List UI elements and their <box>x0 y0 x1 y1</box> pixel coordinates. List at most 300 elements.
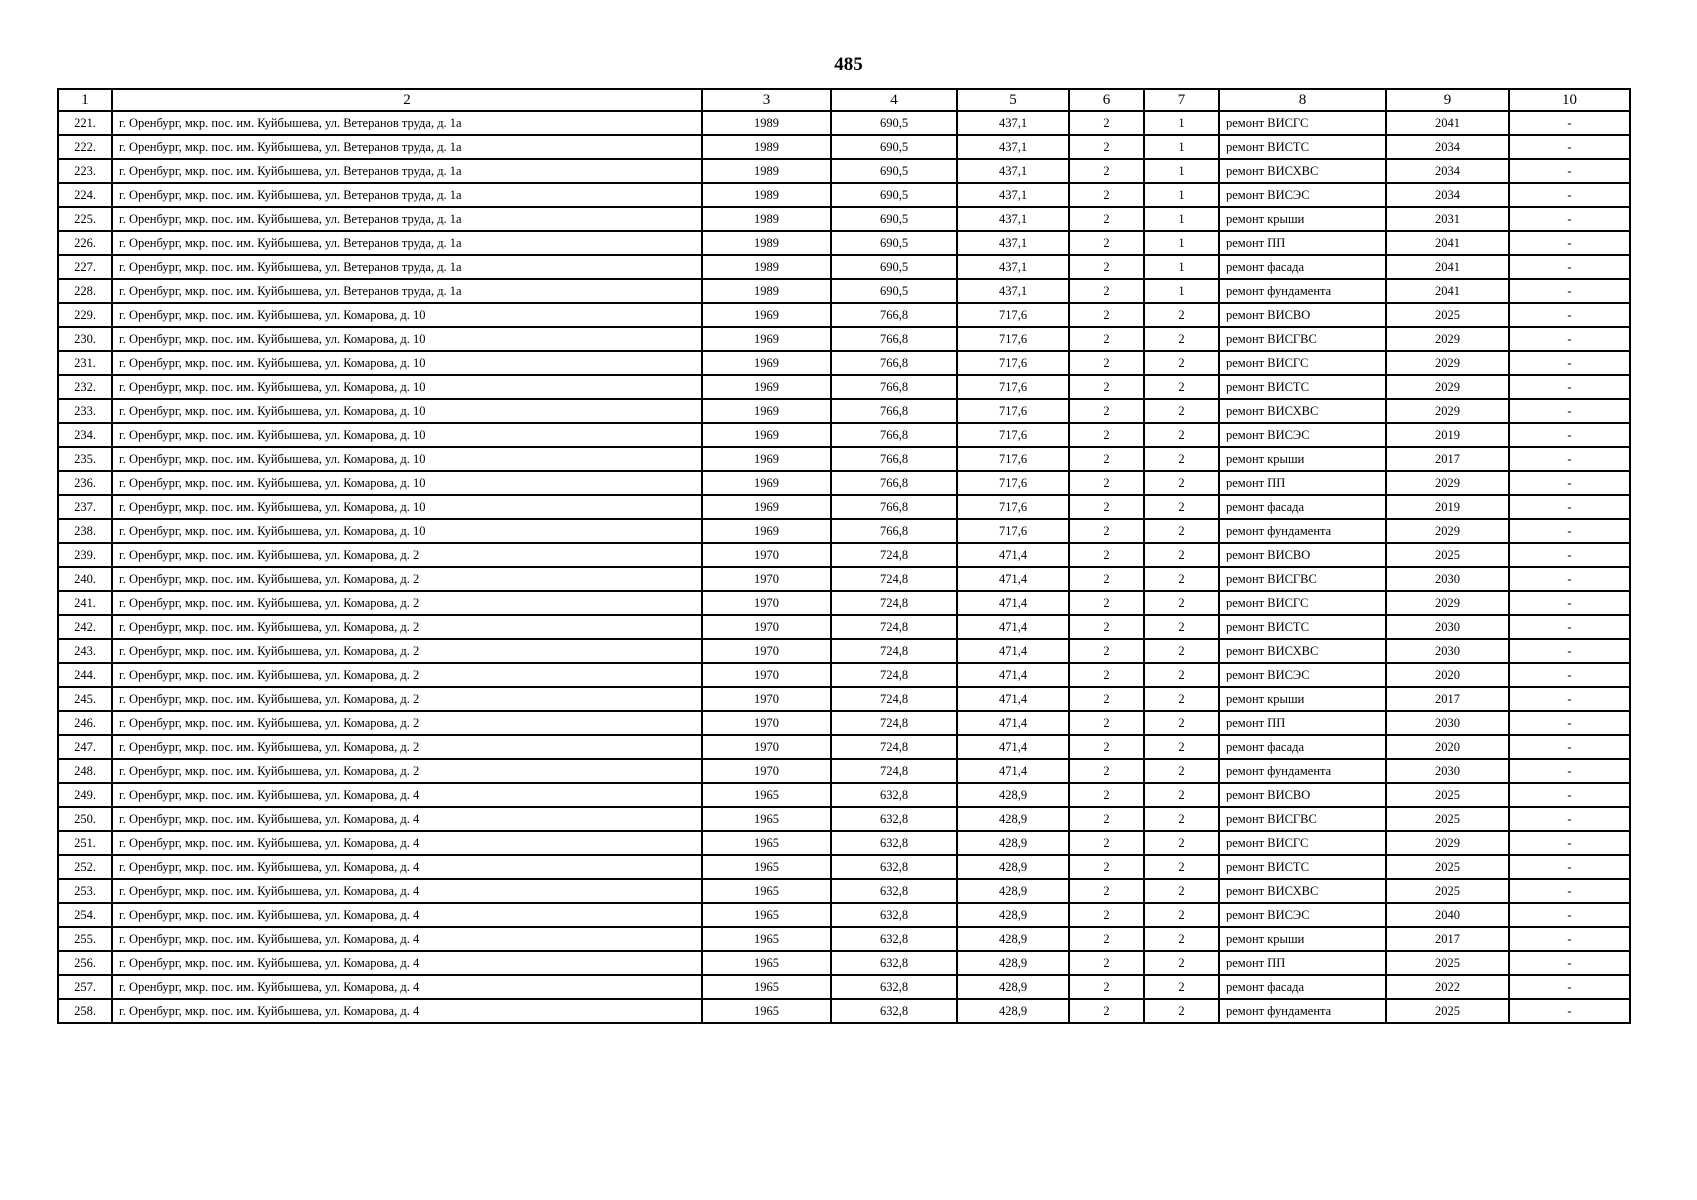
note-cell: - <box>1509 927 1630 951</box>
total-area-cell: 724,8 <box>831 711 957 735</box>
planned-year-cell: 2030 <box>1386 639 1509 663</box>
work-type-cell: ремонт ПП <box>1219 951 1386 975</box>
work-type-cell: ремонт ВИСХВС <box>1219 399 1386 423</box>
floors-cell: 2 <box>1069 135 1144 159</box>
entrances-cell: 2 <box>1144 543 1219 567</box>
column-number: 6 <box>1069 89 1144 111</box>
address-cell: г. Оренбург, мкр. пос. им. Куйбышева, ул. Комарова, д. 2 <box>112 615 702 639</box>
year-built-cell: 1965 <box>702 927 831 951</box>
planned-year-cell: 2025 <box>1386 999 1509 1023</box>
entrances-cell: 1 <box>1144 279 1219 303</box>
residential-area-cell: 717,6 <box>957 303 1069 327</box>
table-row <box>58 639 1630 663</box>
total-area-cell: 632,8 <box>831 951 957 975</box>
floors-cell: 2 <box>1069 231 1144 255</box>
table-row <box>58 279 1630 303</box>
row-number-cell: 243. <box>58 639 112 663</box>
total-area-cell: 632,8 <box>831 903 957 927</box>
table-row <box>58 927 1630 951</box>
year-built-cell: 1965 <box>702 831 831 855</box>
entrances-cell: 1 <box>1144 231 1219 255</box>
residential-area-cell: 428,9 <box>957 903 1069 927</box>
total-area-cell: 724,8 <box>831 759 957 783</box>
note-cell: - <box>1509 711 1630 735</box>
planned-year-cell: 2029 <box>1386 327 1509 351</box>
table-row <box>58 687 1630 711</box>
address-cell: г. Оренбург, мкр. пос. им. Куйбышева, ул. Комарова, д. 10 <box>112 423 702 447</box>
row-number-cell: 252. <box>58 855 112 879</box>
year-built-cell: 1965 <box>702 951 831 975</box>
entrances-cell: 2 <box>1144 735 1219 759</box>
table-row <box>58 159 1630 183</box>
entrances-cell: 2 <box>1144 495 1219 519</box>
residential-area-cell: 717,6 <box>957 447 1069 471</box>
residential-area-cell: 428,9 <box>957 783 1069 807</box>
planned-year-cell: 2025 <box>1386 807 1509 831</box>
work-type-cell: ремонт ВИСЭС <box>1219 423 1386 447</box>
work-type-cell: ремонт крыши <box>1219 447 1386 471</box>
row-number-cell: 222. <box>58 135 112 159</box>
note-cell: - <box>1509 399 1630 423</box>
row-number-cell: 245. <box>58 687 112 711</box>
address-cell: г. Оренбург, мкр. пос. им. Куйбышева, ул. Комарова, д. 4 <box>112 855 702 879</box>
floors-cell: 2 <box>1069 207 1144 231</box>
repair-schedule-table <box>57 88 1631 1024</box>
column-number: 7 <box>1144 89 1219 111</box>
table-row <box>58 975 1630 999</box>
planned-year-cell: 2017 <box>1386 687 1509 711</box>
planned-year-cell: 2025 <box>1386 543 1509 567</box>
work-type-cell: ремонт фасада <box>1219 495 1386 519</box>
floors-cell: 2 <box>1069 663 1144 687</box>
year-built-cell: 1970 <box>702 687 831 711</box>
note-cell: - <box>1509 855 1630 879</box>
residential-area-cell: 717,6 <box>957 375 1069 399</box>
residential-area-cell: 471,4 <box>957 567 1069 591</box>
residential-area-cell: 717,6 <box>957 399 1069 423</box>
row-number-cell: 230. <box>58 327 112 351</box>
work-type-cell: ремонт ВИСГВС <box>1219 567 1386 591</box>
address-cell: г. Оренбург, мкр. пос. им. Куйбышева, ул. Ветеранов труда, д. 1а <box>112 231 702 255</box>
planned-year-cell: 2034 <box>1386 135 1509 159</box>
note-cell: - <box>1509 783 1630 807</box>
column-number: 4 <box>831 89 957 111</box>
table-row <box>58 759 1630 783</box>
address-cell: г. Оренбург, мкр. пос. им. Куйбышева, ул. Комарова, д. 2 <box>112 567 702 591</box>
note-cell: - <box>1509 567 1630 591</box>
year-built-cell: 1969 <box>702 399 831 423</box>
year-built-cell: 1970 <box>702 615 831 639</box>
entrances-cell: 2 <box>1144 951 1219 975</box>
table-row <box>58 447 1630 471</box>
address-cell: г. Оренбург, мкр. пос. им. Куйбышева, ул. Комарова, д. 2 <box>112 663 702 687</box>
year-built-cell: 1970 <box>702 759 831 783</box>
row-number-cell: 236. <box>58 471 112 495</box>
note-cell: - <box>1509 951 1630 975</box>
year-built-cell: 1970 <box>702 591 831 615</box>
floors-cell: 2 <box>1069 183 1144 207</box>
total-area-cell: 724,8 <box>831 735 957 759</box>
total-area-cell: 690,5 <box>831 183 957 207</box>
work-type-cell: ремонт фундамента <box>1219 519 1386 543</box>
residential-area-cell: 428,9 <box>957 999 1069 1023</box>
table-row <box>58 495 1630 519</box>
address-cell: г. Оренбург, мкр. пос. им. Куйбышева, ул. Комарова, д. 10 <box>112 303 702 327</box>
year-built-cell: 1989 <box>702 159 831 183</box>
work-type-cell: ремонт ВИСГВС <box>1219 327 1386 351</box>
residential-area-cell: 428,9 <box>957 951 1069 975</box>
work-type-cell: ремонт фундамента <box>1219 999 1386 1023</box>
row-number-cell: 247. <box>58 735 112 759</box>
table-row <box>58 903 1630 927</box>
table-row <box>58 831 1630 855</box>
table-body <box>58 89 1630 1023</box>
address-cell: г. Оренбург, мкр. пос. им. Куйбышева, ул. Комарова, д. 10 <box>112 351 702 375</box>
table-row <box>58 183 1630 207</box>
work-type-cell: ремонт ВИСТС <box>1219 135 1386 159</box>
entrances-cell: 2 <box>1144 975 1219 999</box>
work-type-cell: ремонт ВИСТС <box>1219 615 1386 639</box>
note-cell: - <box>1509 255 1630 279</box>
total-area-cell: 632,8 <box>831 831 957 855</box>
work-type-cell: ремонт ВИСГС <box>1219 111 1386 135</box>
total-area-cell: 724,8 <box>831 615 957 639</box>
note-cell: - <box>1509 351 1630 375</box>
planned-year-cell: 2025 <box>1386 303 1509 327</box>
table-row <box>58 879 1630 903</box>
work-type-cell: ремонт крыши <box>1219 687 1386 711</box>
address-cell: г. Оренбург, мкр. пос. им. Куйбышева, ул. Комарова, д. 2 <box>112 735 702 759</box>
column-number: 2 <box>112 89 702 111</box>
row-number-cell: 246. <box>58 711 112 735</box>
floors-cell: 2 <box>1069 567 1144 591</box>
note-cell: - <box>1509 663 1630 687</box>
floors-cell: 2 <box>1069 735 1144 759</box>
year-built-cell: 1989 <box>702 183 831 207</box>
address-cell: г. Оренбург, мкр. пос. им. Куйбышева, ул. Ветеранов труда, д. 1а <box>112 111 702 135</box>
table-row <box>58 543 1630 567</box>
year-built-cell: 1970 <box>702 663 831 687</box>
row-number-cell: 255. <box>58 927 112 951</box>
planned-year-cell: 2029 <box>1386 831 1509 855</box>
column-number-row <box>58 89 1630 111</box>
entrances-cell: 2 <box>1144 591 1219 615</box>
table-row <box>58 711 1630 735</box>
planned-year-cell: 2022 <box>1386 975 1509 999</box>
total-area-cell: 690,5 <box>831 111 957 135</box>
residential-area-cell: 471,4 <box>957 639 1069 663</box>
entrances-cell: 2 <box>1144 711 1219 735</box>
work-type-cell: ремонт ВИСТС <box>1219 855 1386 879</box>
table-row <box>58 471 1630 495</box>
year-built-cell: 1969 <box>702 303 831 327</box>
year-built-cell: 1970 <box>702 735 831 759</box>
note-cell: - <box>1509 615 1630 639</box>
row-number-cell: 224. <box>58 183 112 207</box>
column-number: 3 <box>702 89 831 111</box>
row-number-cell: 221. <box>58 111 112 135</box>
floors-cell: 2 <box>1069 951 1144 975</box>
row-number-cell: 232. <box>58 375 112 399</box>
residential-area-cell: 437,1 <box>957 207 1069 231</box>
work-type-cell: ремонт ВИСЭС <box>1219 183 1386 207</box>
residential-area-cell: 471,4 <box>957 615 1069 639</box>
row-number-cell: 240. <box>58 567 112 591</box>
residential-area-cell: 428,9 <box>957 831 1069 855</box>
floors-cell: 2 <box>1069 687 1144 711</box>
total-area-cell: 632,8 <box>831 999 957 1023</box>
floors-cell: 2 <box>1069 999 1144 1023</box>
table-row <box>58 255 1630 279</box>
row-number-cell: 254. <box>58 903 112 927</box>
total-area-cell: 766,8 <box>831 303 957 327</box>
address-cell: г. Оренбург, мкр. пос. им. Куйбышева, ул. Комарова, д. 4 <box>112 975 702 999</box>
total-area-cell: 690,5 <box>831 255 957 279</box>
note-cell: - <box>1509 303 1630 327</box>
column-number: 8 <box>1219 89 1386 111</box>
note-cell: - <box>1509 999 1630 1023</box>
note-cell: - <box>1509 111 1630 135</box>
entrances-cell: 2 <box>1144 903 1219 927</box>
floors-cell: 2 <box>1069 711 1144 735</box>
address-cell: г. Оренбург, мкр. пос. им. Куйбышева, ул. Ветеранов труда, д. 1а <box>112 135 702 159</box>
total-area-cell: 724,8 <box>831 639 957 663</box>
row-number-cell: 238. <box>58 519 112 543</box>
year-built-cell: 1969 <box>702 471 831 495</box>
note-cell: - <box>1509 231 1630 255</box>
entrances-cell: 1 <box>1144 159 1219 183</box>
table-row <box>58 327 1630 351</box>
address-cell: г. Оренбург, мкр. пос. им. Куйбышева, ул. Комарова, д. 2 <box>112 543 702 567</box>
planned-year-cell: 2017 <box>1386 927 1509 951</box>
address-cell: г. Оренбург, мкр. пос. им. Куйбышева, ул. Комарова, д. 2 <box>112 639 702 663</box>
floors-cell: 2 <box>1069 927 1144 951</box>
note-cell: - <box>1509 471 1630 495</box>
address-cell: г. Оренбург, мкр. пос. им. Куйбышева, ул. Комарова, д. 10 <box>112 495 702 519</box>
year-built-cell: 1965 <box>702 903 831 927</box>
table-row <box>58 375 1630 399</box>
table-row <box>58 423 1630 447</box>
row-number-cell: 239. <box>58 543 112 567</box>
table-row <box>58 567 1630 591</box>
residential-area-cell: 437,1 <box>957 135 1069 159</box>
work-type-cell: ремонт фасада <box>1219 975 1386 999</box>
column-number: 5 <box>957 89 1069 111</box>
total-area-cell: 766,8 <box>831 375 957 399</box>
address-cell: г. Оренбург, мкр. пос. им. Куйбышева, ул. Ветеранов труда, д. 1а <box>112 159 702 183</box>
total-area-cell: 632,8 <box>831 927 957 951</box>
floors-cell: 2 <box>1069 375 1144 399</box>
planned-year-cell: 2020 <box>1386 663 1509 687</box>
floors-cell: 2 <box>1069 495 1144 519</box>
total-area-cell: 724,8 <box>831 543 957 567</box>
residential-area-cell: 428,9 <box>957 879 1069 903</box>
year-built-cell: 1965 <box>702 975 831 999</box>
address-cell: г. Оренбург, мкр. пос. им. Куйбышева, ул. Ветеранов труда, д. 1а <box>112 255 702 279</box>
entrances-cell: 2 <box>1144 351 1219 375</box>
address-cell: г. Оренбург, мкр. пос. им. Куйбышева, ул. Комарова, д. 10 <box>112 519 702 543</box>
planned-year-cell: 2029 <box>1386 471 1509 495</box>
entrances-cell: 2 <box>1144 879 1219 903</box>
planned-year-cell: 2025 <box>1386 951 1509 975</box>
work-type-cell: ремонт ВИСГС <box>1219 591 1386 615</box>
note-cell: - <box>1509 687 1630 711</box>
note-cell: - <box>1509 207 1630 231</box>
work-type-cell: ремонт фундамента <box>1219 279 1386 303</box>
entrances-cell: 2 <box>1144 303 1219 327</box>
address-cell: г. Оренбург, мкр. пос. им. Куйбышева, ул. Комарова, д. 2 <box>112 591 702 615</box>
entrances-cell: 2 <box>1144 807 1219 831</box>
entrances-cell: 2 <box>1144 471 1219 495</box>
note-cell: - <box>1509 159 1630 183</box>
address-cell: г. Оренбург, мкр. пос. им. Куйбышева, ул. Комарова, д. 10 <box>112 447 702 471</box>
row-number-cell: 241. <box>58 591 112 615</box>
column-number: 1 <box>58 89 112 111</box>
table-row <box>58 807 1630 831</box>
note-cell: - <box>1509 279 1630 303</box>
table-row <box>58 999 1630 1023</box>
note-cell: - <box>1509 759 1630 783</box>
note-cell: - <box>1509 543 1630 567</box>
note-cell: - <box>1509 327 1630 351</box>
work-type-cell: ремонт ВИСЭС <box>1219 903 1386 927</box>
residential-area-cell: 717,6 <box>957 327 1069 351</box>
entrances-cell: 2 <box>1144 687 1219 711</box>
row-number-cell: 228. <box>58 279 112 303</box>
residential-area-cell: 428,9 <box>957 855 1069 879</box>
row-number-cell: 256. <box>58 951 112 975</box>
residential-area-cell: 428,9 <box>957 807 1069 831</box>
work-type-cell: ремонт ВИСГВС <box>1219 807 1386 831</box>
planned-year-cell: 2029 <box>1386 591 1509 615</box>
work-type-cell: ремонт ВИСВО <box>1219 543 1386 567</box>
row-number-cell: 257. <box>58 975 112 999</box>
table-row <box>58 519 1630 543</box>
year-built-cell: 1989 <box>702 255 831 279</box>
address-cell: г. Оренбург, мкр. пос. им. Куйбышева, ул. Комарова, д. 4 <box>112 879 702 903</box>
entrances-cell: 2 <box>1144 663 1219 687</box>
work-type-cell: ремонт ВИСЭС <box>1219 663 1386 687</box>
floors-cell: 2 <box>1069 783 1144 807</box>
floors-cell: 2 <box>1069 399 1144 423</box>
work-type-cell: ремонт фундамента <box>1219 759 1386 783</box>
note-cell: - <box>1509 975 1630 999</box>
planned-year-cell: 2034 <box>1386 159 1509 183</box>
total-area-cell: 690,5 <box>831 207 957 231</box>
year-built-cell: 1969 <box>702 351 831 375</box>
floors-cell: 2 <box>1069 831 1144 855</box>
year-built-cell: 1965 <box>702 807 831 831</box>
row-number-cell: 229. <box>58 303 112 327</box>
planned-year-cell: 2030 <box>1386 615 1509 639</box>
entrances-cell: 2 <box>1144 327 1219 351</box>
work-type-cell: ремонт ПП <box>1219 711 1386 735</box>
note-cell: - <box>1509 495 1630 519</box>
entrances-cell: 2 <box>1144 615 1219 639</box>
row-number-cell: 226. <box>58 231 112 255</box>
floors-cell: 2 <box>1069 471 1144 495</box>
residential-area-cell: 437,1 <box>957 231 1069 255</box>
floors-cell: 2 <box>1069 447 1144 471</box>
residential-area-cell: 717,6 <box>957 351 1069 375</box>
year-built-cell: 1989 <box>702 279 831 303</box>
planned-year-cell: 2029 <box>1386 399 1509 423</box>
year-built-cell: 1965 <box>702 855 831 879</box>
planned-year-cell: 2030 <box>1386 567 1509 591</box>
floors-cell: 2 <box>1069 351 1144 375</box>
year-built-cell: 1989 <box>702 111 831 135</box>
entrances-cell: 1 <box>1144 183 1219 207</box>
total-area-cell: 690,5 <box>831 231 957 255</box>
address-cell: г. Оренбург, мкр. пос. им. Куйбышева, ул. Ветеранов труда, д. 1а <box>112 279 702 303</box>
planned-year-cell: 2020 <box>1386 735 1509 759</box>
floors-cell: 2 <box>1069 903 1144 927</box>
row-number-cell: 225. <box>58 207 112 231</box>
planned-year-cell: 2031 <box>1386 207 1509 231</box>
planned-year-cell: 2041 <box>1386 279 1509 303</box>
address-cell: г. Оренбург, мкр. пос. им. Куйбышева, ул. Комарова, д. 10 <box>112 399 702 423</box>
row-number-cell: 242. <box>58 615 112 639</box>
total-area-cell: 766,8 <box>831 351 957 375</box>
note-cell: - <box>1509 591 1630 615</box>
residential-area-cell: 437,1 <box>957 111 1069 135</box>
work-type-cell: ремонт ВИСХВС <box>1219 159 1386 183</box>
entrances-cell: 2 <box>1144 783 1219 807</box>
row-number-cell: 253. <box>58 879 112 903</box>
residential-area-cell: 428,9 <box>957 975 1069 999</box>
entrances-cell: 2 <box>1144 999 1219 1023</box>
table-row <box>58 399 1630 423</box>
table-row <box>58 591 1630 615</box>
planned-year-cell: 2041 <box>1386 231 1509 255</box>
residential-area-cell: 471,4 <box>957 663 1069 687</box>
year-built-cell: 1969 <box>702 495 831 519</box>
total-area-cell: 632,8 <box>831 855 957 879</box>
residential-area-cell: 428,9 <box>957 927 1069 951</box>
row-number-cell: 258. <box>58 999 112 1023</box>
planned-year-cell: 2030 <box>1386 711 1509 735</box>
entrances-cell: 2 <box>1144 399 1219 423</box>
table-row <box>58 303 1630 327</box>
floors-cell: 2 <box>1069 759 1144 783</box>
entrances-cell: 2 <box>1144 927 1219 951</box>
work-type-cell: ремонт фасада <box>1219 255 1386 279</box>
note-cell: - <box>1509 447 1630 471</box>
work-type-cell: ремонт ВИСГС <box>1219 831 1386 855</box>
total-area-cell: 766,8 <box>831 423 957 447</box>
note-cell: - <box>1509 831 1630 855</box>
floors-cell: 2 <box>1069 591 1144 615</box>
planned-year-cell: 2034 <box>1386 183 1509 207</box>
floors-cell: 2 <box>1069 519 1144 543</box>
note-cell: - <box>1509 135 1630 159</box>
page-number: 485 <box>834 54 863 75</box>
year-built-cell: 1965 <box>702 879 831 903</box>
address-cell: г. Оренбург, мкр. пос. им. Куйбышева, ул. Комарова, д. 4 <box>112 783 702 807</box>
row-number-cell: 251. <box>58 831 112 855</box>
address-cell: г. Оренбург, мкр. пос. им. Куйбышева, ул. Комарова, д. 4 <box>112 831 702 855</box>
row-number-cell: 227. <box>58 255 112 279</box>
year-built-cell: 1989 <box>702 231 831 255</box>
address-cell: г. Оренбург, мкр. пос. им. Куйбышева, ул. Ветеранов труда, д. 1а <box>112 207 702 231</box>
table-row <box>58 855 1630 879</box>
floors-cell: 2 <box>1069 807 1144 831</box>
table-row <box>58 111 1630 135</box>
planned-year-cell: 2030 <box>1386 759 1509 783</box>
address-cell: г. Оренбург, мкр. пос. им. Куйбышева, ул. Комарова, д. 4 <box>112 927 702 951</box>
year-built-cell: 1969 <box>702 327 831 351</box>
planned-year-cell: 2025 <box>1386 783 1509 807</box>
